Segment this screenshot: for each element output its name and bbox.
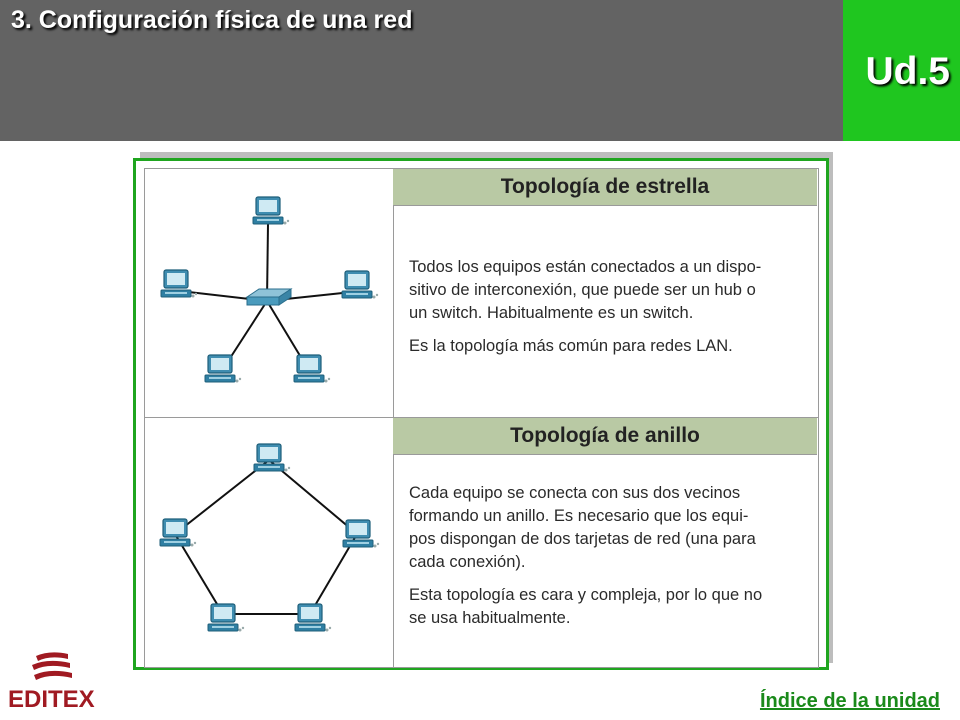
star-desc-paragraph-2: Es la topología más común para redes LAN. bbox=[409, 337, 733, 355]
editex-logo-text: EDITEX bbox=[8, 686, 95, 713]
slide-header bbox=[0, 0, 843, 141]
computer-icon bbox=[343, 520, 379, 548]
computer-icon bbox=[342, 271, 378, 299]
star-topology-heading: Topología de estrella bbox=[393, 169, 817, 206]
ring-links bbox=[175, 460, 357, 614]
unit-index-link[interactable]: Índice de la unidad bbox=[759, 690, 940, 712]
star-desc-paragraph-1: Todos los equipos están conectados a un dispo- sitivo de interconexión, que puede ser un hub o un switch. Habitualmente es un switch. bbox=[409, 258, 762, 322]
star-topology-description bbox=[409, 256, 809, 368]
computer-icon bbox=[205, 355, 241, 383]
unit-label: Ud.5 bbox=[865, 50, 950, 93]
computer-icon bbox=[254, 444, 290, 472]
ring-topology-description bbox=[409, 482, 809, 640]
switch-icon bbox=[247, 289, 291, 305]
slide-title: 3. Configuración física de una red bbox=[11, 6, 413, 34]
unit-badge bbox=[843, 0, 960, 141]
topology-table bbox=[144, 168, 819, 668]
computer-icon bbox=[161, 270, 197, 298]
ring-topology-diagram bbox=[145, 418, 393, 667]
star-topology-diagram bbox=[145, 169, 393, 417]
ring-topology-heading: Topología de anillo bbox=[393, 418, 817, 455]
computer-icon bbox=[294, 355, 330, 383]
computer-icon bbox=[295, 604, 331, 632]
computer-icon bbox=[253, 197, 289, 225]
ring-desc-paragraph-1: Cada equipo se conecta con sus dos vecinos formando un anillo. Es necesario que los equi- pos dispongan de dos tarjetas de red (una para cada conexión). bbox=[409, 484, 756, 571]
computer-icon bbox=[208, 604, 244, 632]
ring-desc-paragraph-2: Esta topología es cara y compleja, por lo que no se usa habitualmente. bbox=[409, 586, 763, 627]
computer-icon bbox=[160, 519, 196, 547]
